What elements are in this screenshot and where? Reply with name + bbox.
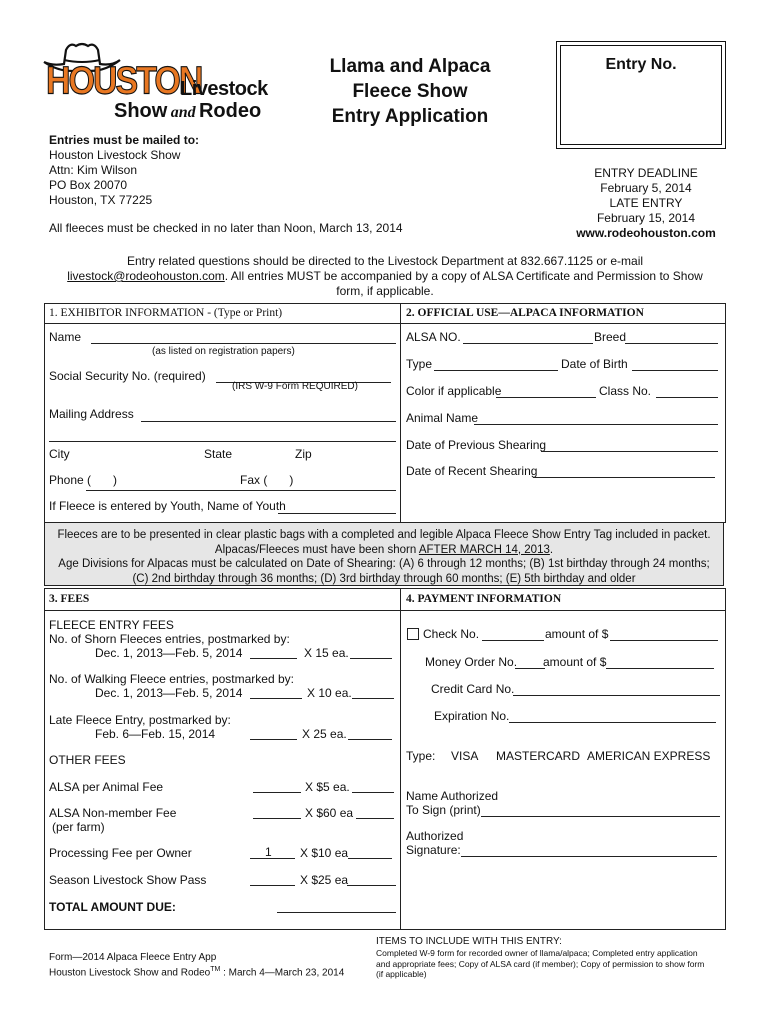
shorn-dates: Dec. 1, 2013—Feb. 5, 2014 [95, 646, 243, 660]
fleece-fees-heading: FLEECE ENTRY FEES [49, 618, 174, 632]
shorn-label: No. of Shorn Fleeces entries, postmarked by: [49, 632, 290, 646]
signature-label: Signature: [406, 843, 461, 857]
money-order-field[interactable] [425, 655, 723, 669]
footer-form-line-1: Form—2014 Alpaca Fleece Entry App [49, 952, 217, 963]
late-label: Late Fleece Entry, postmarked by: [49, 713, 231, 727]
fax-close: ) [289, 473, 294, 487]
breed-line[interactable] [625, 332, 718, 344]
fax-label: Fax ( [240, 473, 268, 487]
mailing-line-4: Houston, TX 77225 [49, 193, 153, 207]
total-due-line[interactable] [277, 901, 396, 913]
animal-name-field[interactable] [406, 411, 722, 425]
youth-input-line[interactable] [278, 502, 396, 514]
late-entry-label: LATE ENTRY [609, 196, 683, 210]
footer-form-info [49, 952, 344, 979]
walking-qty-line[interactable] [250, 687, 302, 699]
animal-name-line[interactable] [474, 413, 718, 425]
section-3-4-header-rule [44, 610, 725, 611]
mailing-line-3: PO Box 20070 [49, 178, 128, 192]
processing-label: Processing Fee per Owner [49, 846, 192, 860]
late-total-line[interactable] [348, 728, 392, 740]
ssn-note: (IRS W-9 Form REQUIRED) [232, 381, 358, 392]
class-no-label: Class No. [599, 384, 652, 398]
fees-title: 3. FEES [49, 593, 90, 605]
section-3-4-divider [400, 588, 401, 929]
color-line[interactable] [496, 386, 596, 398]
notice-line-4: (C) 2nd birthday through 36 months; (D) 3rd birthday through 60 months; (E) 5th birthday and older [132, 572, 636, 585]
dob-label: Date of Birth [561, 357, 628, 371]
items-line-2: and appropriate fees; Copy of ALSA card (if member); Copy of permission to show form [376, 958, 705, 969]
website-link[interactable]: www.rodeohouston.com [576, 226, 716, 240]
authorized-label: Authorized [406, 829, 464, 843]
color-label: Color if applicable [406, 384, 502, 398]
class-no-line[interactable] [656, 386, 718, 398]
questions-line-1: Entry related questions should be directed to the Livestock Department at 832.667.1125 or e-mail [126, 254, 644, 268]
alsa-no-field[interactable] [406, 330, 722, 344]
dob-line[interactable] [632, 359, 718, 371]
type-field[interactable] [406, 357, 722, 371]
fax-field[interactable] [240, 473, 293, 487]
breed-label: Breed [594, 330, 627, 344]
section-1-2-header-rule [44, 323, 725, 324]
season-pass-total-line[interactable] [347, 874, 396, 886]
late-rate: X 25 ea. [302, 727, 347, 741]
signature-line[interactable] [461, 845, 717, 857]
notice-box [44, 522, 724, 586]
recent-shearing-field[interactable] [406, 464, 722, 478]
check-checkbox[interactable] [407, 628, 419, 640]
expiration-line[interactable] [509, 711, 716, 723]
items-list [376, 948, 736, 980]
mailing-line-1: Houston Livestock Show [49, 148, 181, 162]
prev-shearing-label: Date of Previous Shearing [406, 438, 547, 452]
alsa-animal-qty-line[interactable] [253, 781, 301, 793]
alsa-nonmember-rate: X $60 ea [305, 806, 354, 820]
late-qty-line[interactable] [250, 728, 297, 740]
signature-field[interactable] [406, 843, 722, 857]
name-note: (as listed on registration papers) [152, 346, 295, 357]
late-dates: Feb. 6—Feb. 15, 2014 [95, 727, 216, 741]
phone-field[interactable] [49, 473, 117, 487]
name-authorized-label: Name Authorized [406, 789, 499, 803]
season-pass-qty-line[interactable] [250, 874, 295, 886]
money-order-no-line[interactable] [515, 657, 545, 669]
state-label: State [204, 447, 233, 461]
credit-card-label: Credit Card No. [431, 682, 515, 696]
name-input-line[interactable] [91, 332, 396, 344]
zip-label: Zip [295, 447, 312, 461]
processing-rate: X $10 ea [300, 846, 349, 860]
alsa-nonmember-qty-line[interactable] [253, 807, 301, 819]
mailing-address-field[interactable] [49, 407, 399, 421]
card-type-mastercard[interactable]: MASTERCARD [496, 749, 581, 763]
deadline-block [558, 166, 734, 241]
notice-line-2-underline: AFTER MARCH 14, 2013 [418, 543, 550, 556]
processing-qty-line[interactable] [250, 847, 295, 859]
total-due-label: TOTAL AMOUNT DUE: [49, 900, 176, 914]
logo-and: and [170, 104, 196, 121]
recent-shearing-label: Date of Recent Shearing [406, 464, 538, 478]
logo-houston: HOUSTON [46, 59, 202, 103]
mailing-heading: Entries must be mailed to: [49, 133, 200, 147]
items-heading: ITEMS TO INCLUDE WITH THIS ENTRY: [376, 936, 562, 947]
phone-label: Phone ( [49, 473, 92, 487]
walking-label: No. of Walking Fleece entries, postmarked by: [49, 672, 294, 686]
money-order-label: Money Order No. [425, 655, 518, 669]
expiration-label: Expiration No. [434, 709, 510, 723]
phone-input-line[interactable] [86, 490, 396, 491]
processing-qty: 1 [265, 845, 272, 859]
shorn-qty-line[interactable] [250, 647, 297, 659]
color-field[interactable] [406, 384, 722, 398]
prev-shearing-field[interactable] [406, 438, 722, 452]
items-line-1: Completed W-9 form for recorded owner of llama/alpaca; Completed entry application [376, 948, 698, 958]
prev-shearing-line[interactable] [541, 440, 718, 452]
mailing-line-2: Attn: Kim Wilson [49, 163, 138, 177]
recent-shearing-line[interactable] [533, 466, 715, 478]
alsa-animal-label: ALSA per Animal Fee [49, 780, 164, 794]
questions-line-2-rest: . All entries MUST be accompanied by a copy of ALSA Certificate and Permission to Show [224, 269, 703, 283]
phone-close: ) [113, 473, 118, 487]
alsa-nonmember-label: ALSA Non-member Fee [49, 806, 177, 820]
footer-dates: : March 4—March 23, 2014 [220, 967, 345, 979]
alsa-no-label: ALSA NO. [406, 330, 461, 344]
name-field[interactable] [49, 330, 399, 344]
credit-card-line[interactable] [513, 684, 720, 696]
items-line-3: (if applicable) [376, 969, 427, 979]
youth-label: If Fleece is entered by Youth, Name of Youth [49, 499, 286, 513]
exhibitor-title: 1. EXHIBITOR INFORMATION - (Type or Print) [49, 307, 283, 319]
notice-line-2 [45, 543, 723, 558]
alsa-animal-rate: X $5 ea. [305, 780, 350, 794]
title-line-2: Fleece Show [352, 81, 468, 102]
mailing-address-label: Mailing Address [49, 407, 134, 421]
footer-form-line-2 [49, 964, 344, 979]
walking-dates: Dec. 1, 2013—Feb. 5, 2014 [95, 686, 243, 700]
logo-show: Show [114, 100, 168, 122]
shorn-rate: X 15 ea. [304, 646, 349, 660]
check-amount-line[interactable] [610, 629, 718, 641]
alsa-no-line[interactable] [463, 332, 593, 344]
youth-field[interactable] [49, 499, 399, 513]
page-title [300, 54, 520, 129]
card-type-visa[interactable]: VISA [451, 749, 479, 763]
sign-print-field[interactable] [406, 803, 722, 817]
other-fees-heading: OTHER FEES [49, 753, 126, 767]
money-amount-line[interactable] [606, 657, 714, 669]
processing-total-line[interactable] [348, 847, 392, 859]
title-line-3: Entry Application [331, 106, 489, 127]
alsa-nonmember-sub: (per farm) [52, 820, 105, 834]
shorn-total-line[interactable] [350, 647, 392, 659]
walking-total-line[interactable] [352, 687, 394, 699]
deadline-label: ENTRY DEADLINE [594, 166, 698, 180]
entry-no-box[interactable] [556, 41, 726, 149]
footer-org: Houston Livestock Show and Rodeo [49, 967, 211, 979]
card-type-amex[interactable]: AMERICAN EXPRESS [587, 749, 711, 763]
walking-rate: X 10 ea. [307, 686, 352, 700]
mailing-address-line-2[interactable] [49, 441, 396, 442]
email-link[interactable]: livestock@rodeohouston.com [67, 269, 225, 283]
deadline-date: February 5, 2014 [600, 181, 692, 195]
alsa-nonmember-total-line[interactable] [356, 807, 394, 819]
questions-line-3: form, if applicable. [336, 284, 434, 298]
entry-no-label: Entry No. [605, 56, 677, 73]
mailing-block [49, 133, 199, 208]
card-type-row [406, 749, 722, 763]
season-pass-rate: X $25 ea [300, 873, 349, 887]
logo [42, 40, 272, 122]
notice-line-1: Fleeces are to be presented in clear plastic bags with a completed and legible Alpaca Fleece Show Entry Tag included in packet. [57, 529, 711, 541]
sign-print-line[interactable] [481, 805, 720, 817]
check-label: Check No. [423, 627, 480, 641]
city-label: City [49, 447, 70, 461]
footer-tm: TM [210, 966, 221, 973]
money-amount-label: amount of $ [543, 655, 607, 669]
official-title: 2. OFFICIAL USE—ALPACA INFORMATION [406, 307, 644, 319]
type-label: Type [406, 357, 433, 371]
questions-block [30, 254, 740, 299]
sign-print-label: To Sign (print) [406, 803, 481, 817]
checkin-note: All fleeces must be checked in no later than Noon, March 13, 2014 [49, 221, 403, 235]
animal-name-label: Animal Name [406, 411, 479, 425]
items-to-include [376, 936, 736, 980]
questions-line-2 [30, 269, 740, 284]
season-pass-label: Season Livestock Show Pass [49, 873, 207, 887]
logo-livestock: Livestock [180, 78, 268, 100]
card-type-label: Type: [406, 749, 436, 763]
notice-line-3: Age Divisions for Alpacas must be calculated on Date of Shearing: (A) 6 through 12 months; (B) 1st birthday through 24 months; [58, 558, 710, 570]
check-no-line[interactable] [482, 629, 544, 641]
alsa-animal-total-line[interactable] [352, 781, 394, 793]
check-amount-label: amount of $ [545, 627, 609, 641]
mailing-address-input-line[interactable] [141, 410, 396, 422]
late-entry-date: February 15, 2014 [596, 211, 696, 225]
title-line-1: Llama and Alpaca [329, 56, 491, 77]
logo-rodeo: Rodeo [198, 100, 262, 122]
notice-line-2-pre: Alpacas/Fleeces must have been shorn [214, 543, 419, 556]
section-1-2-divider [400, 303, 401, 522]
credit-card-field[interactable] [431, 682, 723, 696]
ssn-label: Social Security No. (required) [49, 369, 206, 383]
notice-line-2-post: . [549, 543, 554, 556]
payment-title: 4. PAYMENT INFORMATION [406, 593, 562, 605]
logo-bottom-line [114, 100, 261, 123]
expiration-field[interactable] [434, 709, 723, 723]
name-label: Name [49, 330, 82, 344]
type-line[interactable] [434, 359, 558, 371]
